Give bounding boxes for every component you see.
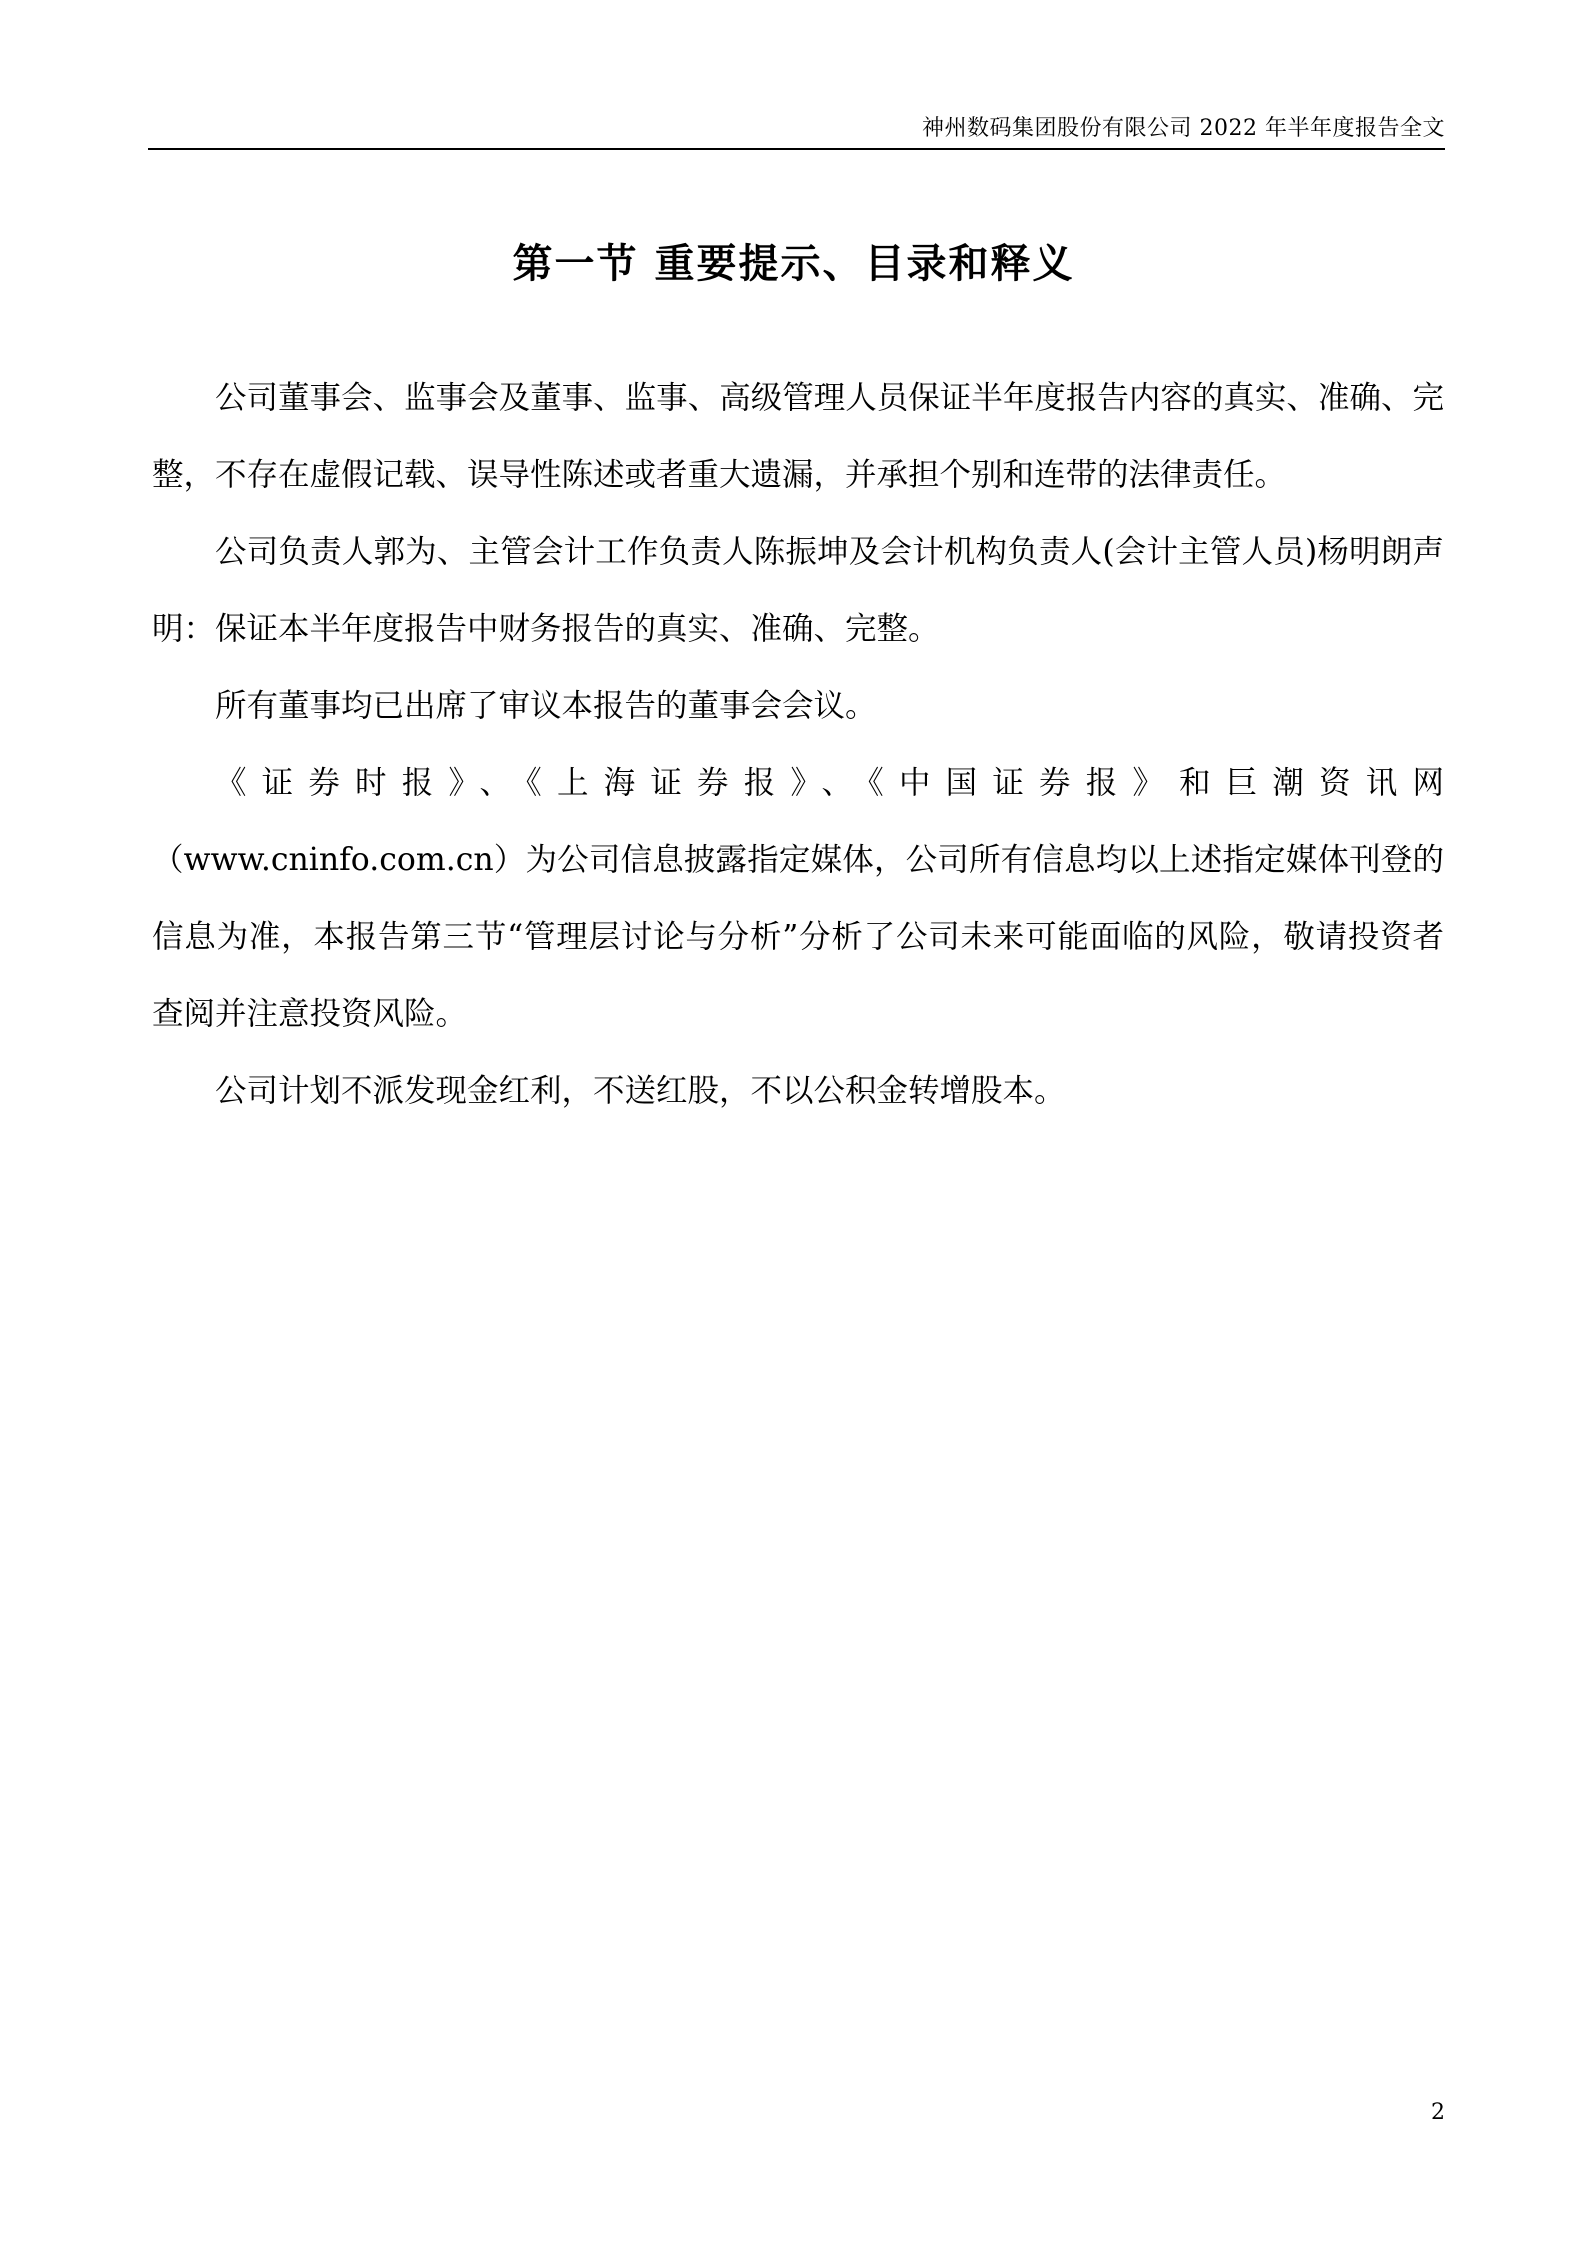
paragraph-board-attendance: 所有董事均已出席了审议本报告的董事会会议。 xyxy=(215,688,877,724)
paragraph-responsible-persons: 公司负责人郭为、主管会计工作负责人陈振坤及会计机构负责人(会计主管人员)杨明朗声明：保证本半年度报告中财务报告的真实、准确、完整。 xyxy=(152,534,1444,647)
section-title: 第一节 重要提示、目录和释义 xyxy=(512,240,1075,287)
body-text xyxy=(152,360,1444,1130)
media-line-rest: （www.cninfo.com.cn）为公司信息披露指定媒体，公司所有信息均以上述指定媒体刊登的信息为准，本报告第三节“管理层讨论与分析”分析了公司未来可能面临的风险，敬请投资者查阅并注意投资风险。 xyxy=(152,842,1444,1032)
paragraph-media xyxy=(152,745,1444,1053)
page-number: 2 xyxy=(1431,2100,1445,2125)
paragraph-board-guarantee: 公司董事会、监事会及董事、监事、高级管理人员保证半年度报告内容的真实、准确、完整，不存在虚假记载、误导性陈述或者重大遗漏，并承担个别和连带的法律责任。 xyxy=(152,380,1444,493)
header-text: 神州数码集团股份有限公司 2022 年半年度报告全文 xyxy=(922,116,1445,141)
page-header xyxy=(148,108,1445,150)
paragraph-dividend-plan: 公司计划不派发现金红利，不送红股，不以公积金转增股本。 xyxy=(215,1073,1066,1109)
media-line-1: 《证券时报》、《上海证券报》、《中国证券报》和巨潮资讯网 xyxy=(215,765,1444,801)
